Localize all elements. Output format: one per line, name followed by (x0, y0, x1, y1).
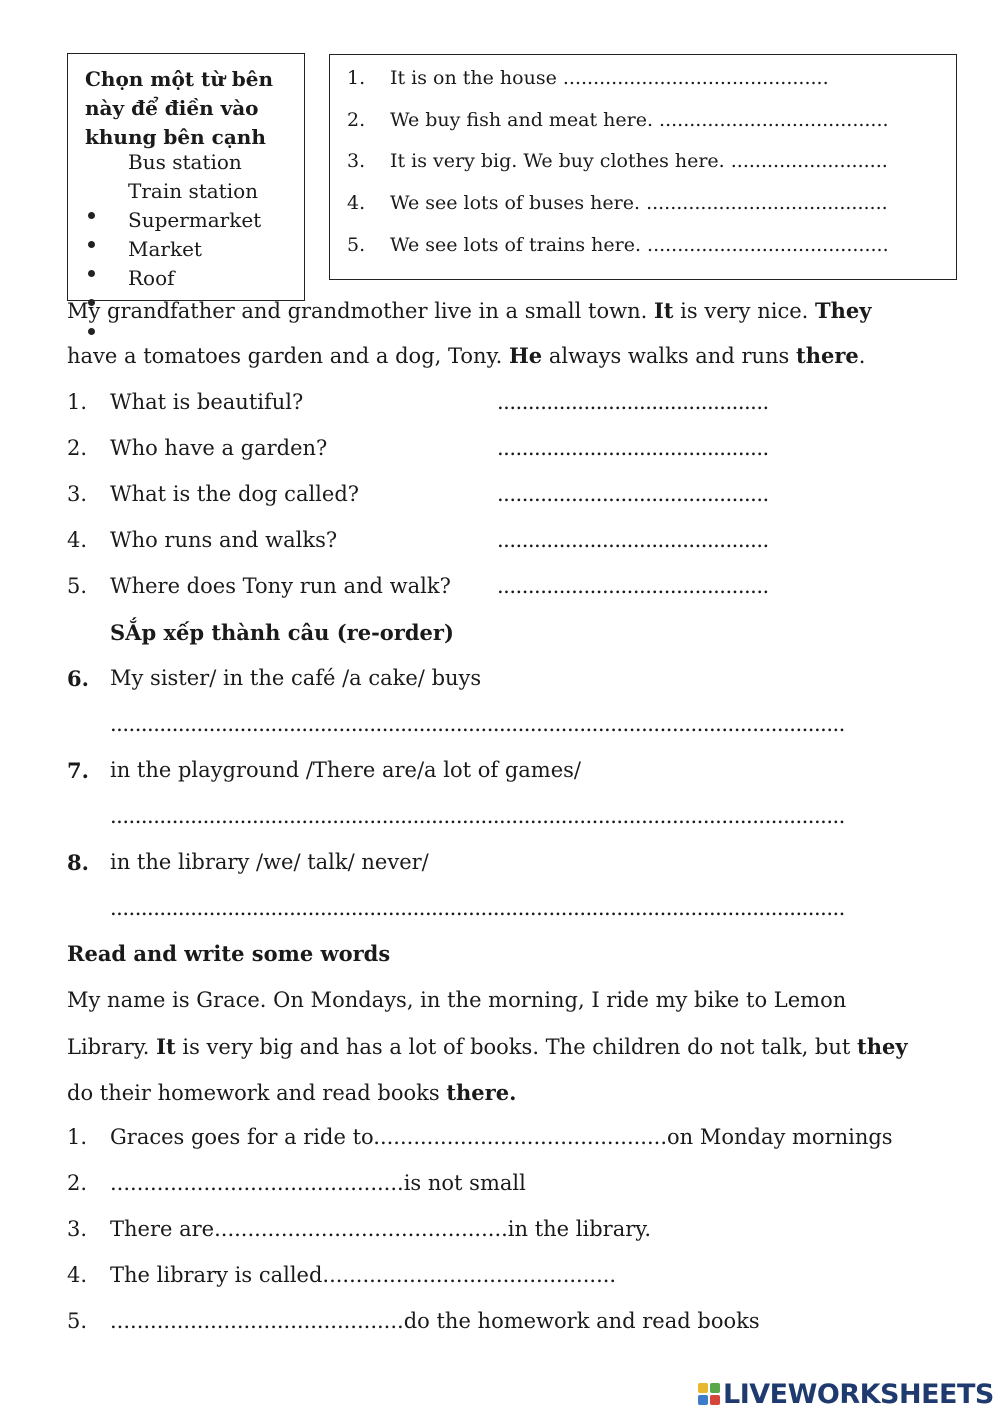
reorder-prompt: in the playground /There are/a lot of games/ (110, 758, 581, 782)
reorder-prompt: in the library /we/ talk/ never/ (110, 850, 429, 874)
word-bank-box (67, 53, 305, 301)
question-number: 2. (67, 1171, 88, 1195)
passage-text: My name is Grace. On Mondays, in the morning, I ride my bike to Lemon (67, 988, 847, 1012)
question-number: 3. (67, 482, 88, 506)
matching-question[interactable]: We buy fish and meat here. ...................................... (390, 109, 889, 131)
word-bank-title: Chọn một từ bên này để điền vào khung bên cạnh (85, 67, 273, 149)
comprehension-question: Where does Tony run and walk? (110, 574, 451, 598)
read-write-heading: Read and write some words (67, 941, 391, 966)
passage-2-line-3 (67, 1080, 516, 1105)
question-number: 5. (67, 1309, 88, 1333)
answer-line[interactable]: ....................................................................................................................... (110, 712, 845, 736)
bullet-icon (88, 212, 95, 219)
passage-text: Library. (67, 1035, 157, 1059)
reorder-heading: SẮp xếp thành câu (re-order) (110, 620, 454, 645)
matching-question[interactable]: It is very big. We buy clothes here. .......................... (390, 150, 888, 172)
passage-2-line-2 (67, 1034, 908, 1059)
bullet-icon (88, 241, 95, 248)
fill-in-sentence[interactable]: The library is called............................................ (110, 1263, 617, 1287)
comprehension-question: Who have a garden? (110, 436, 328, 460)
passage-text: is very nice. (673, 299, 815, 323)
answer-blank[interactable]: ............................................ (497, 482, 769, 506)
passage-bold: They (815, 298, 872, 323)
fill-in-sentence[interactable]: Graces goes for a ride to............................................on Monday mornings (110, 1125, 893, 1149)
answer-blank[interactable]: ............................................ (497, 528, 769, 552)
logo-tile (698, 1383, 708, 1393)
question-number: 2. (67, 436, 88, 460)
passage-2-line-1 (67, 988, 846, 1012)
matching-question[interactable]: We see lots of buses here. ........................................ (390, 192, 888, 214)
logo-wordmark: LIVEWORKSHEETS (723, 1378, 994, 1410)
matching-question[interactable]: It is on the house ............................................ (390, 67, 829, 89)
question-number: 1. (67, 1125, 88, 1149)
passage-1-line-1 (67, 298, 871, 323)
question-number: 6. (67, 666, 89, 691)
passage-bold: there (796, 343, 859, 368)
answer-line[interactable]: ....................................................................................................................... (110, 804, 845, 828)
passage-bold: He (508, 343, 543, 368)
comprehension-question: What is the dog called? (110, 482, 360, 506)
passage-text: do their homework and read books (67, 1081, 447, 1105)
logo-tile (710, 1383, 720, 1393)
bullet-icon (88, 328, 95, 335)
passage-text: . (858, 344, 866, 368)
fill-in-sentence[interactable]: ............................................is not small (110, 1171, 526, 1195)
passage-text: is very big and has a lot of books. The children do not talk, but (175, 1035, 858, 1059)
matching-questions-box (329, 54, 957, 280)
question-number: 4. (67, 528, 88, 552)
passage-bold: It (653, 298, 674, 323)
question-number: 2. (347, 109, 366, 131)
question-number: 1. (347, 67, 366, 89)
logo-tile (698, 1395, 708, 1405)
bullet-icon (88, 270, 95, 277)
question-number: 4. (347, 192, 366, 214)
fill-in-sentence[interactable]: There are............................................in the library. (110, 1217, 652, 1241)
word-bank-item: Roof (128, 266, 175, 290)
logo-tile (710, 1395, 720, 1405)
answer-blank[interactable]: ............................................ (497, 574, 769, 598)
comprehension-question: Who runs and walks? (110, 528, 338, 552)
question-number: 3. (67, 1217, 88, 1241)
question-number: 5. (67, 574, 88, 598)
word-bank-item: Train station (128, 179, 259, 203)
question-number: 8. (67, 850, 89, 875)
answer-blank[interactable]: ............................................ (497, 436, 769, 460)
reorder-prompt: My sister/ in the café /a cake/ buys (110, 666, 482, 690)
passage-text: have a tomatoes garden and a dog, Tony. (67, 344, 509, 368)
passage-bold: there. (446, 1080, 517, 1105)
answer-line[interactable]: ....................................................................................................................... (110, 896, 845, 920)
matching-question[interactable]: We see lots of trains here. ........................................ (390, 234, 889, 256)
logo-tiles-icon (698, 1383, 720, 1405)
passage-text: always walks and runs (542, 344, 796, 368)
word-bank-item: Supermarket (128, 208, 262, 232)
liveworksheets-logo (698, 1379, 994, 1409)
passage-text: My grandfather and grandmother live in a small town. (67, 299, 654, 323)
passage-bold: they (857, 1034, 908, 1059)
question-number: 3. (347, 150, 366, 172)
question-number: 5. (347, 234, 366, 256)
word-bank-item: Market (128, 237, 202, 261)
question-number: 7. (67, 758, 89, 783)
passage-bold: It (156, 1034, 176, 1059)
question-number: 1. (67, 390, 88, 414)
fill-in-sentence[interactable]: ............................................do the homework and read books (110, 1309, 760, 1333)
passage-1-line-2 (67, 343, 865, 368)
comprehension-question: What is beautiful? (110, 390, 304, 414)
question-number: 4. (67, 1263, 88, 1287)
answer-blank[interactable]: ............................................ (497, 390, 769, 414)
word-bank-item: Bus station (128, 150, 242, 174)
